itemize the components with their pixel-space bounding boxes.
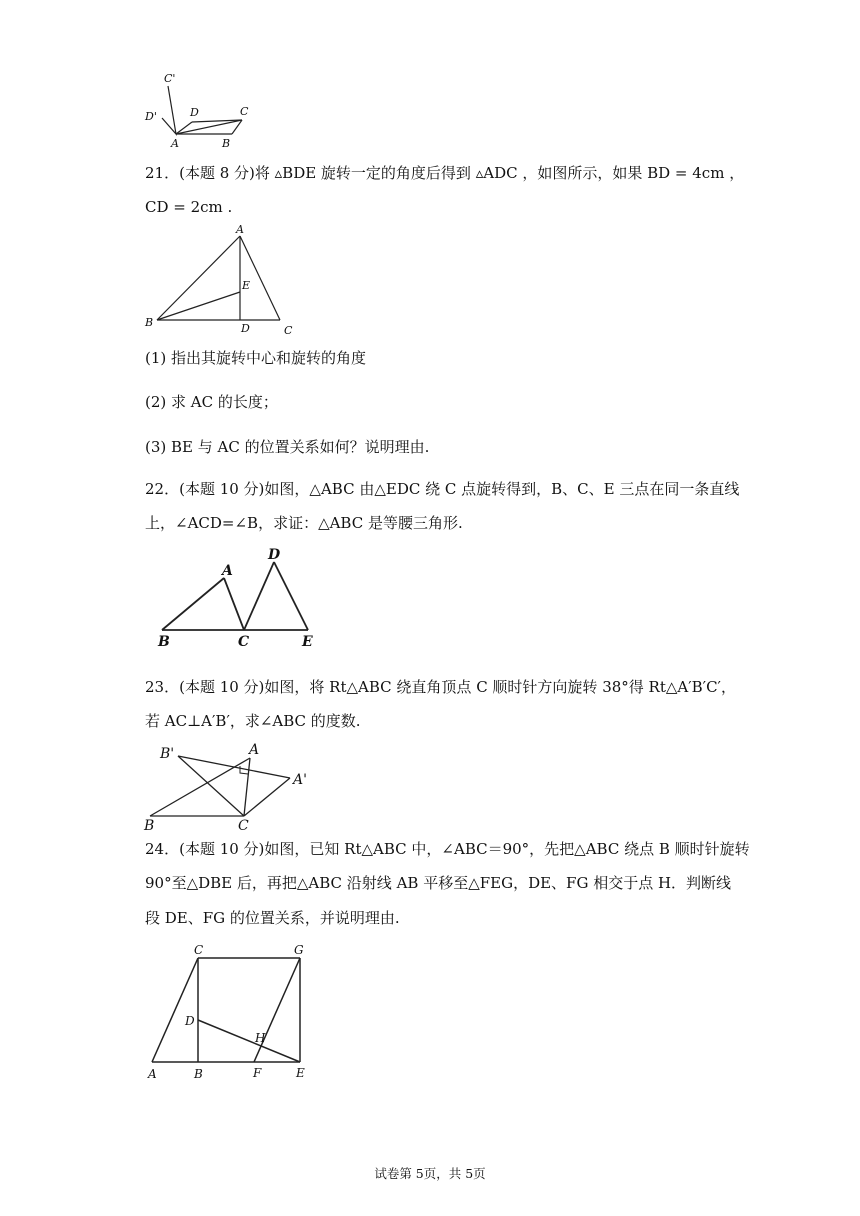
q24-line1: 24．(本题 10 分)如图，已知 Rt△ABC 中，∠ABC＝90°，先把△ABC 绕点 B 顺时针旋转	[145, 840, 750, 858]
q22-line1: 22．(本题 10 分)如图，△ABC 由△EDC 绕 C 点旋转得到，B、C、E 三点在同一条直线	[145, 480, 740, 498]
q22-line2: 上，∠ACD=∠B，求证：△ABC 是等腰三角形.	[145, 514, 463, 532]
label-b: B	[145, 316, 154, 329]
label-c: C	[284, 324, 293, 337]
figure-q21-triangles	[140, 222, 305, 340]
q21-sub2: (2) 求 AC 的长度；	[145, 393, 278, 411]
label-e: E	[242, 279, 251, 292]
figure-q24-rotation-translation	[140, 940, 320, 1088]
label-d: D	[268, 547, 281, 563]
label-d: D	[241, 322, 250, 335]
label-a: A	[236, 223, 244, 236]
label-a: A	[148, 1067, 157, 1081]
label-a: A	[222, 563, 233, 579]
label-d-prime: D'	[145, 110, 157, 123]
label-d: D	[185, 1014, 195, 1028]
label-a: A	[171, 137, 179, 150]
q21-sub3: (3) BE 与 AC 的位置关系如何？说明理由.	[145, 438, 430, 456]
label-a-prime: A'	[293, 772, 307, 788]
q24-line2: 90°至△DBE 后，再把△ABC 沿射线 AB 平移至△FEG，DE、FG 相交于点 H．判断线	[145, 874, 732, 892]
label-f: F	[253, 1066, 262, 1080]
label-b: B	[194, 1067, 203, 1081]
label-b: B	[144, 818, 155, 834]
label-h: H	[255, 1031, 266, 1045]
label-c: C	[238, 634, 250, 650]
q23-line1: 23．(本题 10 分)如图，将 Rt△ABC 绕直角顶点 C 顺时针方向旋转 38°得 Rt△A′B′C′，	[145, 678, 736, 696]
label-b: B	[158, 634, 170, 650]
label-b-prime: B'	[160, 746, 175, 762]
figure-rotation-parallelogram	[140, 66, 260, 150]
q23-line2: 若 AC⊥A′B′，求∠ABC 的度数.	[145, 712, 361, 730]
q24-line3: 段 DE、FG 的位置关系，并说明理由.	[145, 909, 400, 927]
label-c: C	[194, 943, 204, 957]
label-e: E	[296, 1066, 305, 1080]
q21-sub1: (1) 指出其旋转中心和旋转的角度	[145, 349, 367, 367]
q21-line2: CD = 2cm .	[145, 198, 233, 216]
label-c: C	[240, 105, 249, 118]
page-footer: 试卷第 5页，共 5页	[374, 1166, 486, 1181]
label-c: C	[238, 818, 249, 834]
label-b: B	[222, 137, 231, 150]
label-a: A	[249, 742, 260, 758]
label-g: G	[294, 943, 304, 957]
label-d: D	[190, 106, 199, 119]
figure-q22-triangles	[148, 542, 328, 654]
label-e: E	[302, 634, 313, 650]
q21-line1: 21．(本题 8 分)将 ▵BDE 旋转一定的角度后得到 ▵ADC ，如图所示，如果 BD = 4cm ，	[145, 164, 745, 182]
label-c-prime: C'	[164, 72, 176, 85]
figure-q23-rotation	[140, 740, 320, 832]
